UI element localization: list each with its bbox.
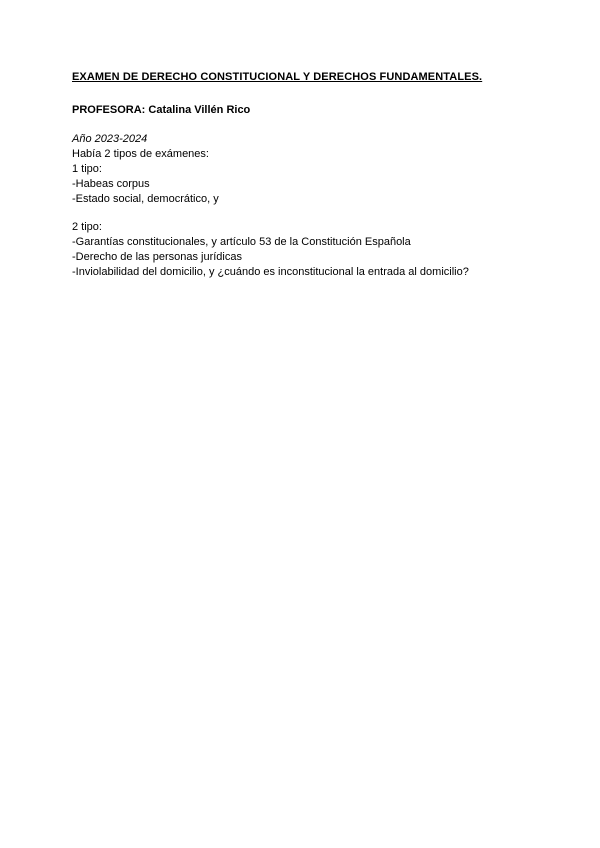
type2-heading: 2 tipo: xyxy=(72,221,102,233)
type1-heading: 1 tipo: xyxy=(72,163,102,175)
spacer xyxy=(72,207,552,220)
type2-item: -Inviolabilidad del domicilio, y ¿cuándo es inconstitucional la entrada al domicilio? xyxy=(72,266,469,278)
document-content xyxy=(72,70,552,280)
type2-item: -Derecho de las personas jurídicas xyxy=(72,251,242,263)
document-title: EXAMEN DE DERECHO CONSTITUCIONAL Y DERECHOS FUNDAMENTALES. xyxy=(72,71,483,83)
type2-item: -Garantías constitucionales, y artículo 53 de la Constitución Española xyxy=(72,236,411,248)
academic-year: Año 2023-2024 xyxy=(72,133,148,145)
type1-item: -Habeas corpus xyxy=(72,178,150,190)
type1-item: -Estado social, democrático, y xyxy=(72,193,219,205)
intro-text: Había 2 tipos de exámenes: xyxy=(72,148,209,160)
professor-line: PROFESORA: Catalina Villén Rico xyxy=(72,104,251,116)
